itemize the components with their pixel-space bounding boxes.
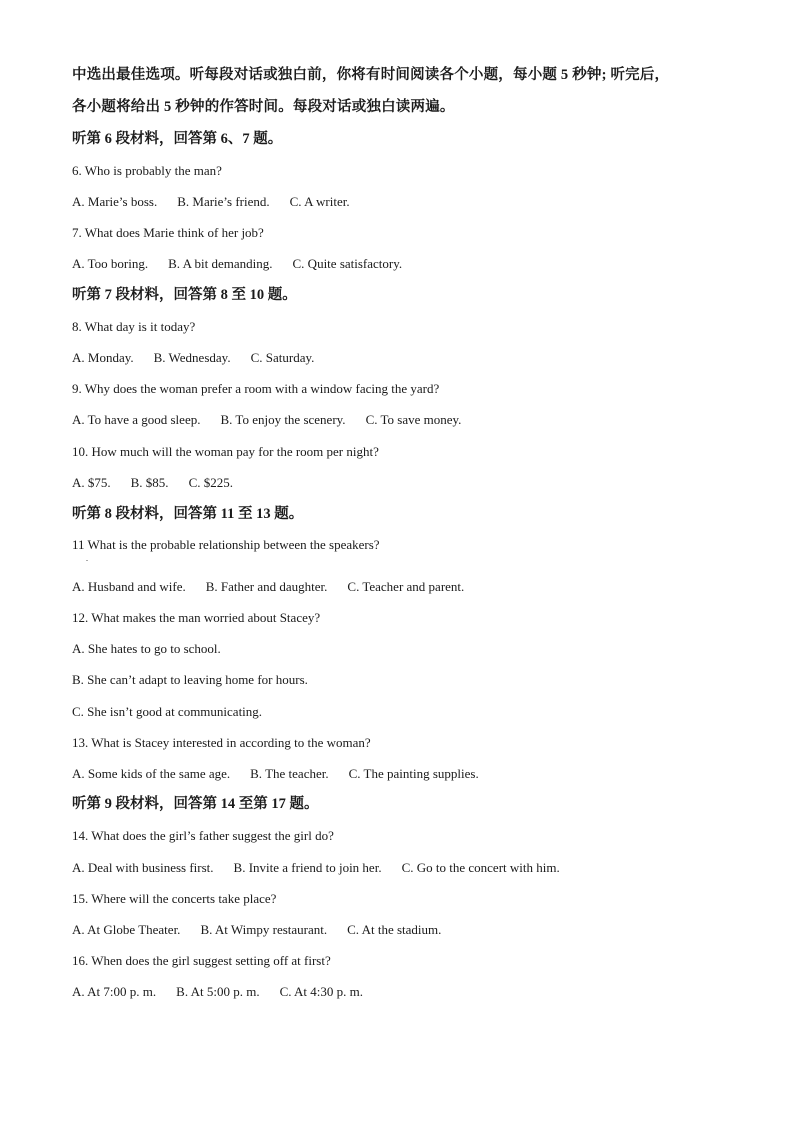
question-12: 12. What makes the man worried about Stacey? xyxy=(72,610,321,625)
section-heading-9: 听第 9 段材料，回答第 14 至第 17 题。 xyxy=(72,796,319,812)
intro-line-1: 中选出最佳选项。听每段对话或独白前，你将有时间阅读各个小题，每小题 5 秒钟; 听完后， xyxy=(72,67,670,83)
question-9: 9. Why does the woman prefer a room with a window facing the yard? xyxy=(72,381,440,396)
option-15a: A. At Globe Theater. xyxy=(72,922,181,937)
option-9a: A. To have a good sleep. xyxy=(72,412,201,427)
option-11c: C. Teacher and parent. xyxy=(347,579,465,594)
question-8: 8. What day is it today? xyxy=(72,319,196,334)
question-11: 11 What is the probable relationship between the speakers? xyxy=(72,537,380,552)
option-7c: C. Quite satisfactory. xyxy=(292,256,403,271)
option-14a: A. Deal with business first. xyxy=(72,860,214,875)
option-8b: B. Wednesday. xyxy=(153,350,231,365)
options-7 xyxy=(72,257,422,270)
option-11b: B. Father and daughter. xyxy=(205,579,328,594)
option-9b: B. To enjoy the scenery. xyxy=(220,412,346,427)
question-14: 14. What does the girl’s father suggest the girl do? xyxy=(72,828,334,843)
options-15 xyxy=(72,923,461,936)
option-7a: A. Too boring. xyxy=(72,256,149,271)
option-10c: C. $225. xyxy=(188,475,233,490)
option-12c: C. She isn’t good at communicating. xyxy=(72,704,263,719)
question-10: 10. How much will the woman pay for the room per night? xyxy=(72,444,379,459)
options-13 xyxy=(72,767,499,780)
options-14 xyxy=(72,861,580,874)
option-13a: A. Some kids of the same age. xyxy=(72,766,231,781)
options-10 xyxy=(72,476,253,489)
question-13: 13. What is Stacey interested in according to the woman? xyxy=(72,735,371,750)
option-13c: C. The painting supplies. xyxy=(348,766,479,781)
option-6c: C. A writer. xyxy=(289,194,350,209)
options-6 xyxy=(72,195,370,208)
option-12a: A. She hates to go to school. xyxy=(72,641,221,656)
option-15b: B. At Wimpy restaurant. xyxy=(200,922,328,937)
options-16 xyxy=(72,985,383,998)
section-heading-7: 听第 7 段材料，回答第 8 至 10 题。 xyxy=(72,287,297,303)
option-7b: B. A bit demanding. xyxy=(168,256,273,271)
question-16: 16. When does the girl suggest setting off at first? xyxy=(72,953,331,968)
question-7: 7. What does Marie think of her job? xyxy=(72,225,264,240)
option-8c: C. Saturday. xyxy=(250,350,315,365)
option-16b: B. At 5:00 p. m. xyxy=(176,984,260,999)
option-6b: B. Marie’s friend. xyxy=(177,194,270,209)
section-heading-6: 听第 6 段材料，回答第 6、7 题。 xyxy=(72,131,283,147)
question-15: 15. Where will the concerts take place? xyxy=(72,891,277,906)
option-16c: C. At 4:30 p. m. xyxy=(279,984,364,999)
option-14b: B. Invite a friend to join her. xyxy=(233,860,382,875)
options-11 xyxy=(72,580,484,593)
option-12b: B. She can’t adapt to leaving home for hours. xyxy=(72,672,308,687)
question-6: 6. Who is probably the man? xyxy=(72,163,222,178)
option-11a: A. Husband and wife. xyxy=(72,579,186,594)
intro-line-2: 各小题将给出 5 秒钟的作答时间。每段对话或独白读两遍。 xyxy=(72,99,455,115)
option-8a: A. Monday. xyxy=(72,350,134,365)
option-13b: B. The teacher. xyxy=(250,766,329,781)
option-16a: A. At 7:00 p. m. xyxy=(72,984,157,999)
option-10a: A. $75. xyxy=(72,475,111,490)
option-14c: C. Go to the concert with him. xyxy=(401,860,560,875)
section-heading-8: 听第 8 段材料，回答第 11 至 13 题。 xyxy=(72,506,304,522)
option-9c: C. To save money. xyxy=(365,412,462,427)
option-6a: A. Marie’s boss. xyxy=(72,194,158,209)
option-15c: C. At the stadium. xyxy=(347,922,442,937)
options-9 xyxy=(72,413,481,426)
options-8 xyxy=(72,351,334,364)
stray-dot: . xyxy=(86,554,88,563)
option-10b: B. $85. xyxy=(130,475,169,490)
